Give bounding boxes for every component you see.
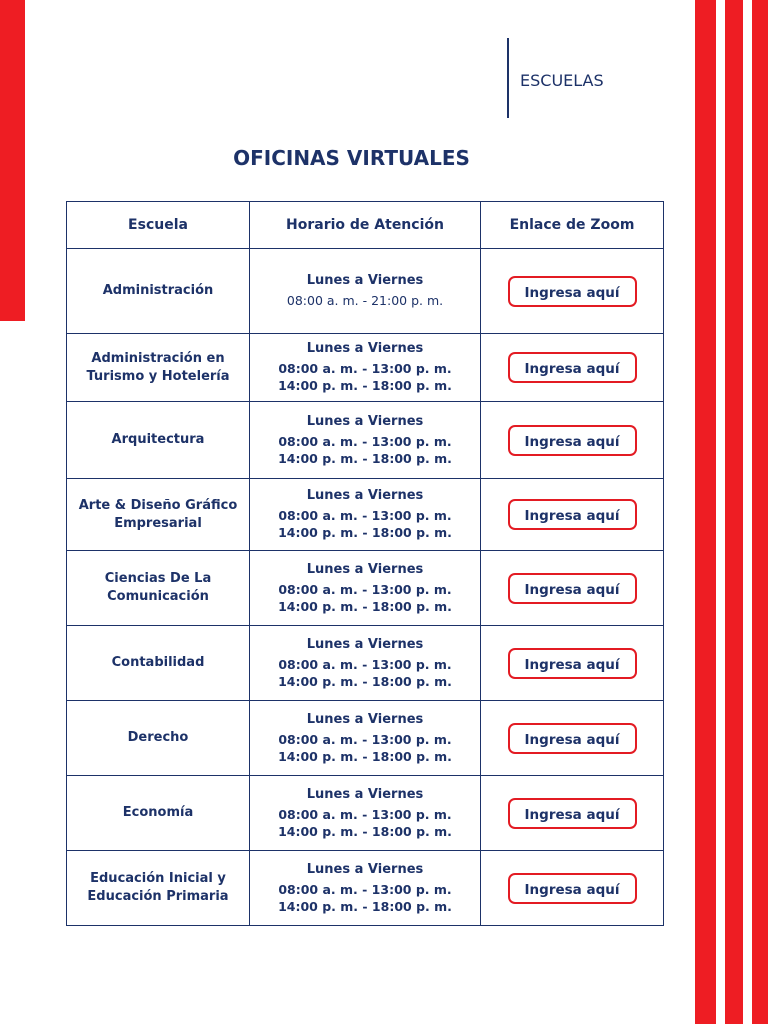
school-name: Ciencias De La Comunicación xyxy=(67,551,250,626)
zoom-link-button[interactable]: Ingresa aquí xyxy=(508,573,637,604)
schedule-cell xyxy=(250,701,481,776)
zoom-link-button[interactable]: Ingresa aquí xyxy=(508,276,637,307)
zoom-cell xyxy=(481,551,664,626)
schedule-cell xyxy=(250,851,481,926)
schedule-hours: 08:00 a. m. - 13:00 p. m. xyxy=(278,433,452,449)
red-stripe-2 xyxy=(725,0,743,1024)
schedule-hours: 14:00 p. m. - 18:00 p. m. xyxy=(278,378,452,393)
schedule-days: Lunes a Viernes xyxy=(306,413,424,429)
schedule-hours: 08:00 a. m. - 13:00 p. m. xyxy=(278,731,452,747)
schedule-hours: 08:00 a. m. - 21:00 p. m. xyxy=(286,293,444,308)
table-row xyxy=(67,851,664,926)
schedule-hours: 14:00 p. m. - 18:00 p. m. xyxy=(278,450,452,466)
schedule-cell xyxy=(250,334,481,402)
school-name: Administración en Turismo y Hotelería xyxy=(67,334,250,402)
schedule-hours: 14:00 p. m. - 18:00 p. m. xyxy=(278,898,452,914)
offices-table xyxy=(66,201,664,926)
schedule-hours: 08:00 a. m. - 13:00 p. m. xyxy=(278,806,452,822)
zoom-link-button[interactable]: Ingresa aquí xyxy=(508,873,637,904)
zoom-link-button[interactable]: Ingresa aquí xyxy=(508,798,637,829)
zoom-cell xyxy=(481,851,664,926)
schedule-hours: 08:00 a. m. - 13:00 p. m. xyxy=(278,656,452,672)
zoom-cell xyxy=(481,626,664,701)
schedule-days: Lunes a Viernes xyxy=(306,273,424,288)
schedule-hours: 08:00 a. m. - 13:00 p. m. xyxy=(278,881,452,897)
zoom-link-button[interactable]: Ingresa aquí xyxy=(508,352,637,383)
zoom-link-button[interactable]: Ingresa aquí xyxy=(508,648,637,679)
school-name: Contabilidad xyxy=(67,626,250,701)
column-header-zoom: Enlace de Zoom xyxy=(481,202,664,249)
table-row xyxy=(67,776,664,851)
schedule-days: Lunes a Viernes xyxy=(306,861,424,877)
schedule-hours: 08:00 a. m. - 13:00 p. m. xyxy=(278,581,452,597)
zoom-cell xyxy=(481,479,664,551)
zoom-cell xyxy=(481,402,664,479)
schedule-cell xyxy=(250,551,481,626)
schedule-hours: 08:00 a. m. - 13:00 p. m. xyxy=(278,508,452,523)
schedule-hours: 14:00 p. m. - 18:00 p. m. xyxy=(278,525,452,540)
red-stripe-3 xyxy=(752,0,768,1024)
table-row xyxy=(67,479,664,551)
schedule-days: Lunes a Viernes xyxy=(306,341,424,356)
schedule-days: Lunes a Viernes xyxy=(306,636,424,652)
zoom-link-button[interactable]: Ingresa aquí xyxy=(508,425,637,456)
header-divider xyxy=(507,38,509,118)
zoom-cell xyxy=(481,701,664,776)
schedule-cell xyxy=(250,402,481,479)
schedule-hours: 14:00 p. m. - 18:00 p. m. xyxy=(278,673,452,689)
schedule-cell xyxy=(250,626,481,701)
zoom-cell xyxy=(481,249,664,334)
table-row xyxy=(67,334,664,402)
zoom-link-button[interactable]: Ingresa aquí xyxy=(508,723,637,754)
schedule-cell xyxy=(250,776,481,851)
zoom-cell xyxy=(481,776,664,851)
table-row xyxy=(67,402,664,479)
schedule-days: Lunes a Viernes xyxy=(306,561,424,577)
page-title: OFICINAS VIRTUALES xyxy=(233,146,470,170)
column-header-school: Escuela xyxy=(67,202,250,249)
column-header-hours: Horario de Atención xyxy=(250,202,481,249)
schedule-cell xyxy=(250,479,481,551)
school-name: Derecho xyxy=(67,701,250,776)
table-row xyxy=(67,249,664,334)
school-name: Administración xyxy=(67,249,250,334)
schedule-cell xyxy=(250,249,481,334)
table-header-row xyxy=(67,202,664,249)
schedule-days: Lunes a Viernes xyxy=(306,786,424,802)
school-name: Educación Inicial y Educación Primaria xyxy=(67,851,250,926)
zoom-link-button[interactable]: Ingresa aquí xyxy=(508,499,637,530)
schedule-hours: 08:00 a. m. - 13:00 p. m. xyxy=(278,361,452,376)
school-name: Arte & Diseño Gráfico Empresarial xyxy=(67,479,250,551)
schedule-hours: 14:00 p. m. - 18:00 p. m. xyxy=(278,598,452,614)
schedule-days: Lunes a Viernes xyxy=(306,488,424,503)
table-row xyxy=(67,701,664,776)
zoom-cell xyxy=(481,334,664,402)
school-name: Economía xyxy=(67,776,250,851)
schedule-hours: 14:00 p. m. - 18:00 p. m. xyxy=(278,748,452,764)
section-label: ESCUELAS xyxy=(520,71,604,90)
table-row xyxy=(67,626,664,701)
schedule-days: Lunes a Viernes xyxy=(306,711,424,727)
table-row xyxy=(67,551,664,626)
schedule-hours: 14:00 p. m. - 18:00 p. m. xyxy=(278,823,452,839)
school-name: Arquitectura xyxy=(67,402,250,479)
